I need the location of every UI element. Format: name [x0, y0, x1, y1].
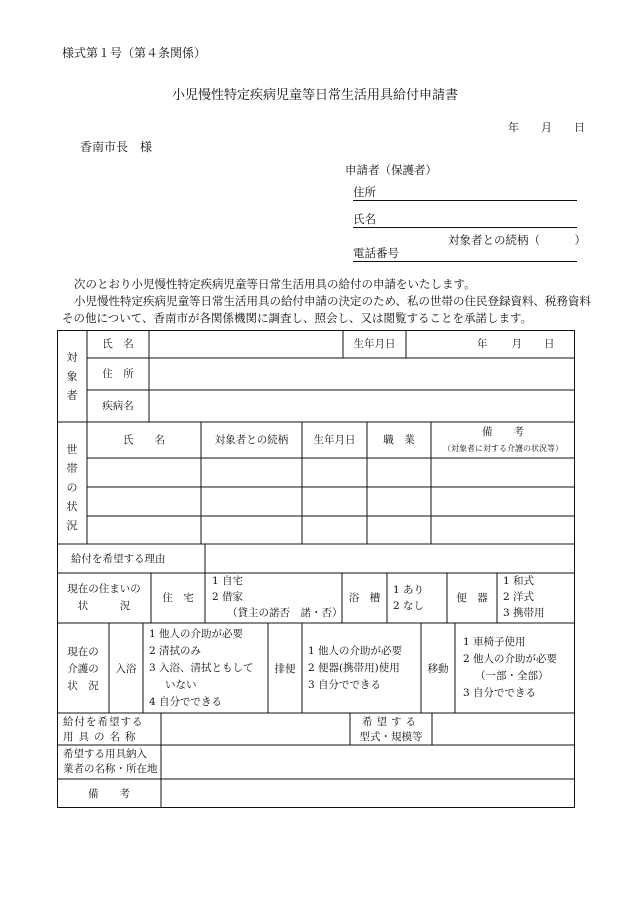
page-title: 小児慢性特定疾病児童等日常生活用具給付申請書 [171, 88, 458, 103]
mobility-option-2-detail[interactable]: （一部・全部） [475, 670, 549, 682]
excretion-option-2[interactable]: 2 便器(携帯用)使用 [308, 662, 400, 674]
equipment-name-label-1: 給付を希望する [63, 716, 144, 728]
subject-address-label: 住 所 [102, 368, 134, 380]
house-option-2[interactable]: 2 借家 [212, 591, 244, 603]
bath-option-2[interactable]: 2 なし [393, 600, 425, 612]
bathing-option-4[interactable]: 4 自分でできる [149, 696, 223, 708]
excretion-label: 排便 [274, 663, 296, 675]
subject-birth-month: 月 [511, 338, 522, 350]
bathing-option-3-cont: いない [165, 679, 197, 691]
applicant-relation-label: 対象者との続柄（ ） [448, 233, 586, 247]
household-col-remarks: 備 考 [482, 426, 524, 438]
bathing-option-2[interactable]: 2 清拭のみ [149, 645, 202, 657]
household-col-name: 氏 名 [123, 434, 165, 446]
subject-address-input[interactable] [149, 358, 575, 390]
subject-name-label: 氏 名 [102, 338, 134, 350]
equipment-model-input[interactable] [432, 713, 575, 745]
intro-line1: 次のとおり小児慢性特定疾病児童等日常生活用具の給付の申請をいたします。 [74, 277, 476, 291]
toilet-label: 便 器 [456, 592, 488, 604]
equipment-model-label-2: 型式・規模等 [359, 731, 423, 743]
application-date [508, 119, 585, 135]
household-col-occupation: 職 業 [383, 434, 415, 446]
house-label: 住 宅 [162, 592, 194, 604]
applicant-name-label: 氏名 [353, 212, 376, 226]
applicant-phone-label: 電話番号 [353, 246, 399, 260]
bath-label: 浴 槽 [348, 592, 381, 604]
applicant-phone-field[interactable] [353, 245, 577, 262]
applicant-address-field[interactable] [353, 184, 577, 201]
toilet-option-2[interactable]: 2 洋式 [503, 591, 535, 603]
date-year: 年 [508, 121, 519, 134]
household-remarks-note: （対象者に対する介護の状況等） [443, 444, 563, 453]
equipment-name-label-2: 用具の名称 [63, 731, 141, 743]
vendor-label-1: 希望する用具納入 [63, 748, 147, 760]
bathing-label: 入浴 [115, 663, 137, 675]
remarks-input[interactable] [161, 779, 575, 808]
subject-disease-label: 疾病名 [102, 400, 134, 412]
reason-input[interactable] [205, 544, 575, 573]
care-label-3: 状 況 [67, 680, 99, 692]
applicant-address-label: 住所 [353, 185, 376, 199]
intro-line2: 小児慢性特定疾病児童等日常生活用具の給付申請の決定のため、私の世帯の住民登録資料、税務資料その他について、香南市が各関係機関に調査し、照会し、又は閲覧することを承諾します。 [62, 294, 592, 325]
housing-label-1: 現在の住まいの [67, 583, 141, 595]
household-section-label: 世帯の状況 [66, 443, 78, 532]
subject-birth-day: 日 [544, 338, 555, 350]
equipment-model-label-1: 希望する [362, 716, 420, 728]
date-day: 日 [574, 121, 585, 134]
household-col-relation: 対象者との続柄 [214, 434, 289, 446]
subject-birth-year: 年 [477, 338, 488, 350]
subject-disease-input[interactable] [149, 390, 575, 422]
mobility-option-3[interactable]: 3 自分でできる [463, 687, 537, 699]
care-label-2: 介護の [67, 663, 99, 675]
bath-option-1[interactable]: 1 あり [393, 584, 425, 596]
excretion-option-3[interactable]: 3 自分でできる [308, 679, 382, 691]
equipment-name-input[interactable] [161, 713, 350, 745]
subject-section-label: 対象者 [66, 351, 78, 402]
application-table [57, 330, 575, 808]
vendor-label-2: 業者の名称・所在地 [63, 763, 158, 775]
addressee: 香南市長 様 [80, 140, 153, 154]
housing-label-2: 状 況 [77, 600, 131, 612]
applicant-name-field[interactable] [353, 211, 577, 228]
house-landlord-consent[interactable]: （貸主の諾否 諾・否） [227, 607, 343, 619]
applicant-heading: 申請者（保護者） [345, 163, 437, 177]
mobility-option-2[interactable]: 2 他人の介助が必要 [463, 653, 558, 665]
house-option-1[interactable]: 1 自宅 [212, 575, 244, 587]
subject-birth-label: 生年月日 [353, 338, 396, 350]
date-month: 月 [541, 121, 552, 134]
bathing-option-1[interactable]: 1 他人の介助が必要 [149, 628, 244, 640]
care-label-1: 現在の [67, 646, 99, 658]
mobility-option-1[interactable]: 1 車椅子使用 [463, 636, 526, 648]
toilet-option-1[interactable]: 1 和式 [503, 575, 535, 587]
form-number: 様式第１号（第４条関係） [62, 46, 207, 60]
vendor-input[interactable] [161, 745, 575, 779]
household-row-2[interactable] [87, 487, 575, 516]
toilet-option-3[interactable]: 3 携帯用 [503, 607, 545, 619]
household-row-3[interactable] [87, 516, 575, 544]
subject-name-input[interactable] [149, 330, 343, 358]
excretion-option-1[interactable]: 1 他人の介助が必要 [308, 645, 403, 657]
remarks-label: 備 考 [88, 788, 130, 800]
bathing-option-3[interactable]: 3 入浴、清拭ともして [149, 662, 254, 674]
household-col-birth: 生年月日 [313, 434, 356, 446]
mobility-label: 移動 [427, 663, 449, 675]
household-row-1[interactable] [87, 458, 575, 487]
reason-label: 給付を希望する理由 [71, 553, 166, 565]
subject-birth-date[interactable] [477, 337, 555, 351]
